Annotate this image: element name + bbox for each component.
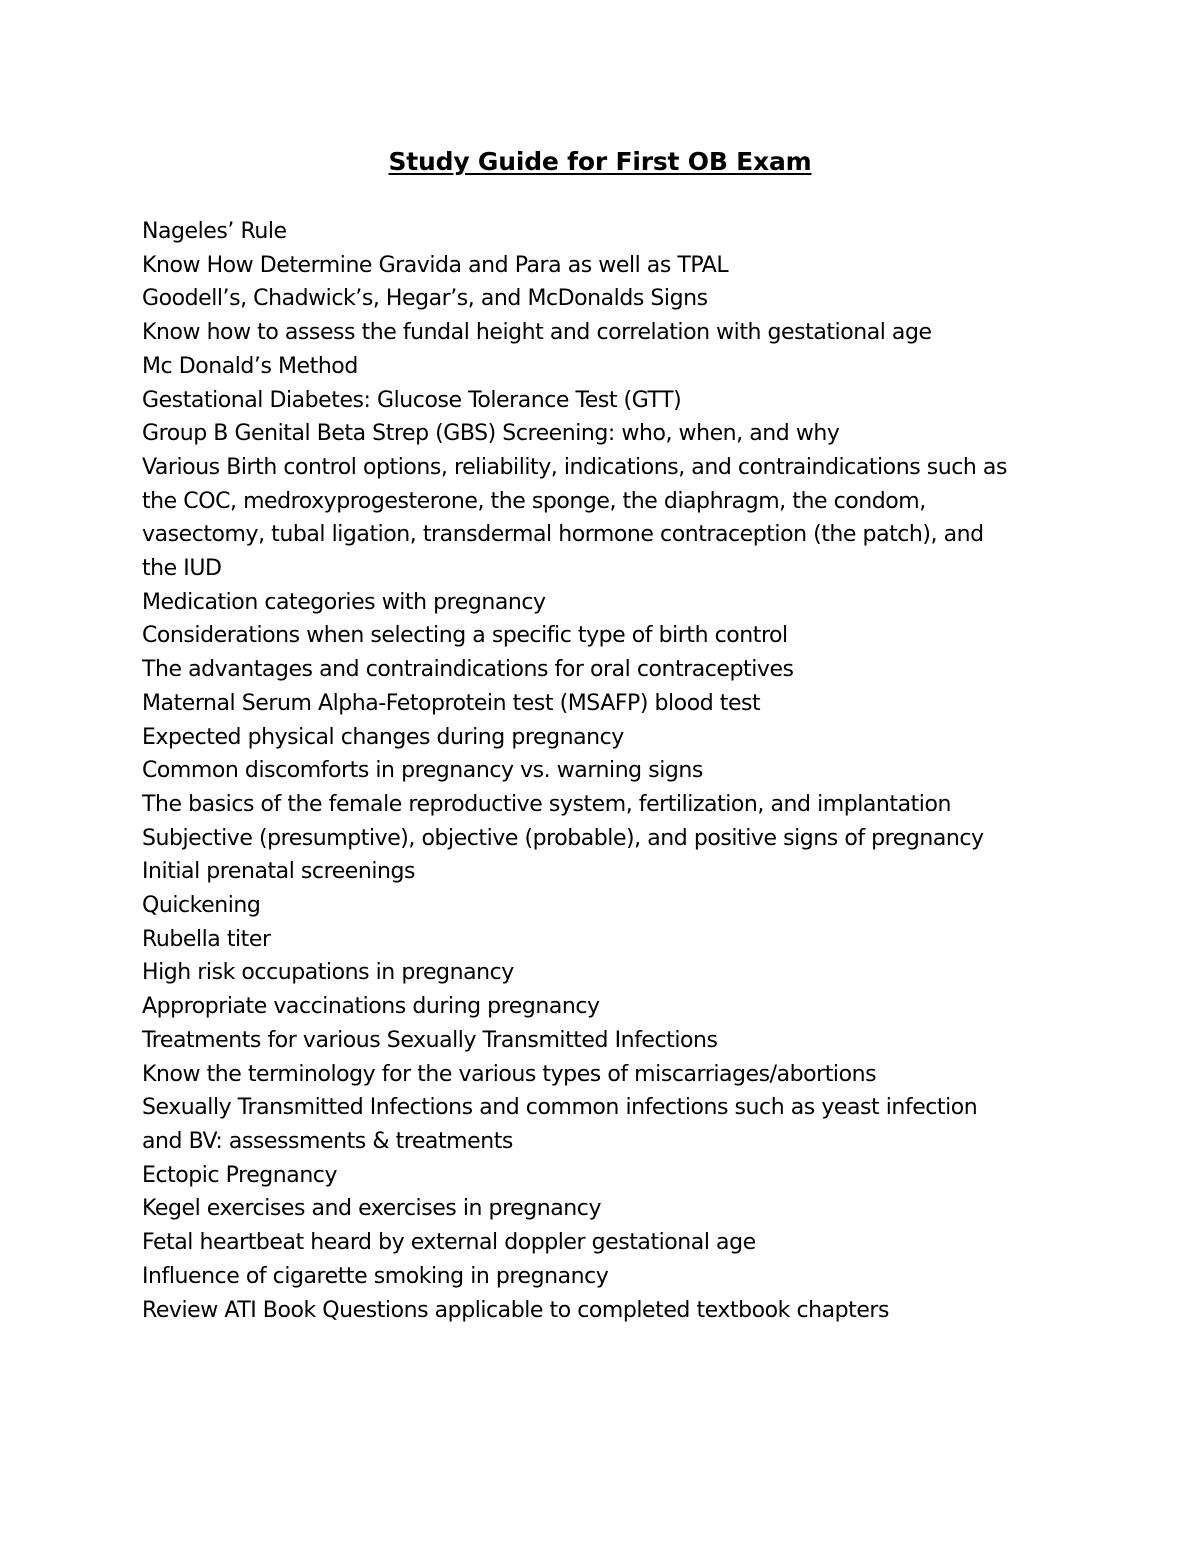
study-topic-line: Review ATI Book Questions applicable to completed textbook chapters [142,1297,890,1323]
study-topic-line: Various Birth control options, reliability, indications, and contraindications such as [142,454,1007,480]
study-topic-line: Ectopic Pregnancy [142,1162,338,1188]
study-topic-line: The advantages and contraindications for oral contraceptives [142,657,794,683]
study-topic-line: Considerations when selecting a specific type of birth control [142,623,788,649]
study-topic-line: Gestational Diabetes: Glucose Tolerance Test (GTT) [142,387,682,413]
study-topic-line: Mc Donald’s Method [142,353,358,379]
study-topic-line: Rubella titer [142,926,271,952]
study-topic-line: Influence of cigarette smoking in pregnancy [142,1263,609,1289]
study-topic-line: Medication categories with pregnancy [142,589,546,615]
study-topic-line: Know how to assess the fundal height and correlation with gestational age [142,320,932,346]
study-topic-line: Common discomforts in pregnancy vs. warning signs [142,758,703,784]
study-topic-line: Kegel exercises and exercises in pregnancy [142,1196,602,1222]
study-topic-line: Maternal Serum Alpha-Fetoprotein test (MSAFP) blood test [142,690,761,716]
study-topic-line: Goodell’s, Chadwick’s, Hegar’s, and McDonalds Signs [142,286,708,312]
study-topic-line: Treatments for various Sexually Transmitted Infections [142,1027,718,1053]
study-topic-line: Initial prenatal screenings [142,859,416,885]
study-topic-line: Sexually Transmitted Infections and common infections such as yeast infection [142,1095,978,1121]
document-title: Study Guide for First OB Exam [388,147,812,176]
study-topic-line: Nageles’ Rule [142,219,287,244]
study-topic-line: Subjective (presumptive), objective (probable), and positive signs of pregnancy [142,825,984,851]
study-topic-line: Expected physical changes during pregnancy [142,724,624,750]
study-topic-line: Know How Determine Gravida and Para as well as TPAL [142,252,729,278]
study-topic-line: Fetal heartbeat heard by external doppler gestational age [142,1230,756,1256]
study-topic-line: Know the terminology for the various types of miscarriages/abortions [142,1061,877,1087]
study-topic-line: High risk occupations in pregnancy [142,960,514,986]
study-topic-line: vasectomy, tubal ligation, transdermal hormone contraception (the patch), and [142,522,984,548]
study-topic-line: Appropriate vaccinations during pregnancy [142,994,600,1020]
study-topic-line: Group B Genital Beta Strep (GBS) Screening: who, when, and why [142,421,840,447]
study-topic-line: the IUD [142,556,222,582]
study-topic-line: The basics of the female reproductive system, fertilization, and implantation [142,791,951,817]
study-topic-list [142,215,1077,1327]
study-topic-line: the COC, medroxyprogesterone, the sponge, the diaphragm, the condom, [142,488,926,514]
study-topic-line: and BV: assessments & treatments [142,1128,513,1154]
study-topic-line: Quickening [142,893,261,919]
